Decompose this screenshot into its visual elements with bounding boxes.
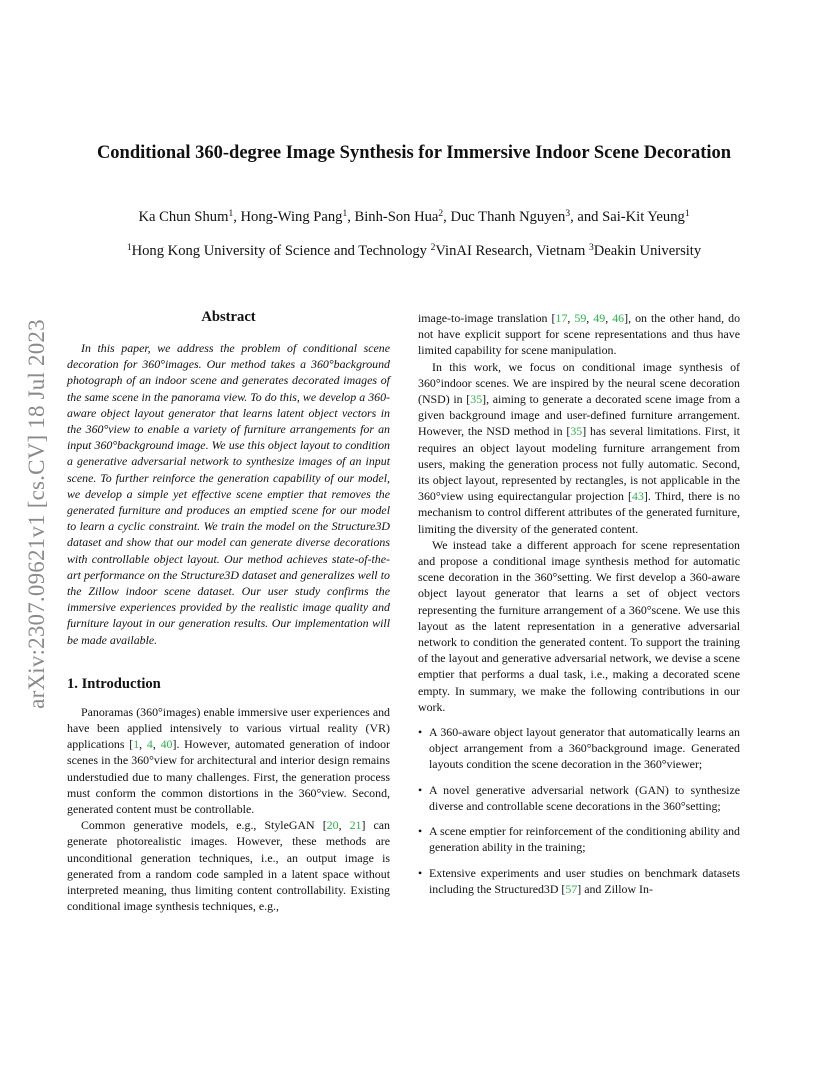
affiliation-name: VinAI Research, Vietnam — [435, 243, 586, 259]
author-name: Hong-Wing Pang — [240, 209, 343, 225]
contribution-list — [418, 724, 740, 897]
author-name: Binh-Son Hua — [354, 209, 439, 225]
affiliation-list — [40, 241, 788, 261]
right-column — [418, 310, 740, 906]
citation-link[interactable]: 20 — [326, 818, 339, 833]
arxiv-identifier-stamp — [26, 296, 48, 732]
affiliation-number: 3 — [589, 243, 594, 253]
author-affiliation-mark: 3 — [565, 209, 571, 219]
citation-link[interactable]: 43 — [632, 489, 644, 504]
author-name: Ka Chun Shum — [138, 209, 229, 225]
contribution-item: • A novel generative adversarial network (GAN) to synthesize diverse and controllable scene decorations in the 360°setting; — [418, 782, 740, 814]
affiliation-number: 1 — [126, 243, 132, 253]
citation-link[interactable]: 4 — [146, 737, 153, 752]
introduction-paragraphs-left — [67, 704, 390, 915]
affiliation-name: Hong Kong University of Science and Technology — [131, 243, 427, 259]
contribution-item: • A scene emptier for reinforcement of the conditioning ability and generation ability in the training; — [418, 823, 740, 855]
citation-link[interactable]: 35 — [470, 392, 483, 407]
introduction-paragraphs-right — [418, 310, 740, 715]
citation-link[interactable]: 17 — [555, 311, 568, 325]
arxiv-identifier-text: arXiv:2307.09621v1 [cs.CV] 18 Jul 2023 — [24, 319, 49, 709]
contribution-item: • Extensive experiments and user studies on benchmark datasets including the Structured3D [57] and Zillow In- — [418, 865, 740, 897]
abstract-body: In this paper, we address the problem of conditional scene decoration for 360°images. Our method takes a 360°background photograph of an indoor scene and generates decorated images of the same scene in the panorama view. To do this, we develop a 360-aware object layout generator that learns latent object vectors in the 360°view to enable a variety of furniture arrangements for an input 360°background image. We use this object layout to condition a generative adversarial network to synthesize images of an input scene. To further reinforce the generation capability of our model, we develop a simple yet effective scene emptier that removes the generated furniture and produces an emptied scene for our model to learn a cyclic constraint. We train the model on the Structure3D dataset and show that our model can generate diverse decorations with controllable object layout. Our method achieves state-of-the-art performance on the Structure3D dataset and generalizes well to the Zillow indoor scene dataset. Our user study confirms the immersive experiences provided by the realistic image quality and furniture layout in our generation results. Our implementation will be made available. — [67, 341, 390, 647]
author-affiliation-mark: 1 — [342, 209, 348, 219]
author-name: Duc Thanh Nguyen — [450, 209, 566, 225]
contribution-item: • A 360-aware object layout generator that automatically learns an object arrangement from a 360°background image. Generated layouts condition the scene decoration in the 360°viewer; — [418, 724, 740, 773]
citation-link[interactable]: 21 — [349, 818, 362, 833]
abstract-heading: Abstract — [201, 309, 256, 325]
citation-link[interactable]: 35 — [570, 424, 583, 439]
body-paragraph: In this work, we focus on conditional image synthesis of 360°indoor scenes. We are inspired by the neural scene decoration (NSD) in [35], aiming to generate a decorated scene image from a given background image and user-defined furniture arrangement. However, the NSD method in [35] has several limitations. First, it requires an object layout modeling furniture arrangement from users, making the generation process not fully automatic. Second, its object layout, represented by rectangles, is not applicable in the 360°view using equirectangular projection [43]. Third, there is no mechanism to control different attributes of the generated furniture, limiting the diversity of the generated content. — [418, 359, 740, 536]
citation-link[interactable]: 1 — [133, 737, 140, 752]
affiliation-name: Deakin University — [593, 243, 702, 259]
affiliation-number: 2 — [430, 243, 436, 253]
body-paragraph: image-to-image translation [17, 59, 49, 46], on the other hand, do not have explicit support for scene representations and thus have limited capability for scene manipulation. — [418, 311, 741, 358]
author-affiliation-mark: 1 — [228, 209, 234, 219]
introduction-heading: 1. Introduction — [67, 675, 161, 692]
citation-link[interactable]: 49 — [593, 311, 606, 325]
author-affiliation-mark: 1 — [684, 209, 690, 219]
author-list: Ka Chun Shum$^1$, Hong-Wing Pang$^1$, Binh-Son Hua$^2$, Duc Thanh Nguyen$^3$, and Sai-Kit Yeung$^1$ — [138, 209, 690, 225]
body-paragraph: We instead take a different approach for scene representation and propose a conditional image synthesis method for automatic scene decoration in the 360°setting. We first develop a 360-aware object layout generator that learns a set of object vectors representing the furniture arrangement of a 360°scene. We use this layout as the latent representation in a generative adversarial network to condition the generated content. To support the training of the layout and generative adversarial network, we devise a scene emptier that performs a dual task, i.e., making a decorated scene empty. In summary, we make the following contributions in our work. — [418, 537, 740, 714]
citation-link[interactable]: 40 — [160, 737, 173, 752]
citation-link[interactable]: 46 — [612, 311, 625, 325]
citation-link[interactable]: 57 — [565, 881, 578, 896]
author-name: Sai-Kit Yeung — [602, 209, 685, 225]
body-paragraph: Panoramas (360°images) enable immersive user experiences and have been applied intensively to various virtual reality (VR) applications [1, 4, 40]. However, automated generation of indoor scenes in the 360°view for architectural and interior design remains understudied due to many challenges. First, the generation process must conform the common distortions in the 360°view. Second, generated content must be controllable. — [67, 704, 390, 817]
author-affiliation-mark: 2 — [438, 209, 444, 219]
citation-link[interactable]: 59 — [574, 311, 587, 325]
left-column — [67, 306, 390, 915]
paper-title: Conditional 360-degree Image Synthesis for Immersive Indoor Scene Decoration — [96, 143, 732, 163]
body-paragraph: Common generative models, e.g., StyleGAN [20, 21] can generate photorealistic images. However, these methods are unconditional generation techniques, i.e., an output image is generated from a random code sampled in a latent space without interpreted meaning, thus limiting content controllability. Existing conditional image synthesis techniques, e.g., — [67, 818, 390, 914]
